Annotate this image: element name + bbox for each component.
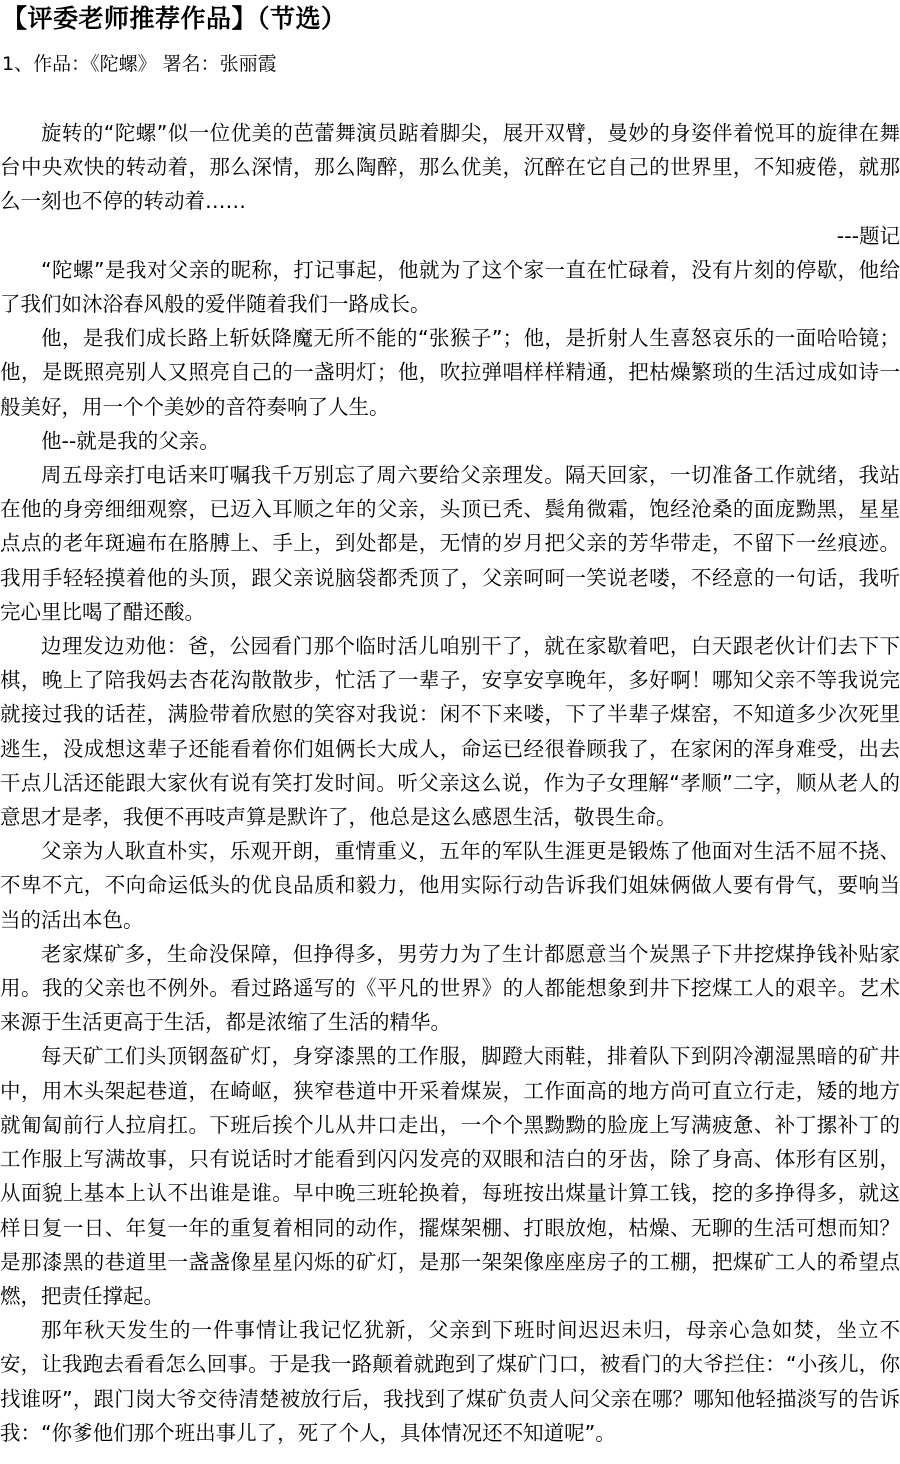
epigraph-signature: ---题记 (836, 223, 900, 248)
body-paragraph: 那年秋天发生的一件事情让我记忆犹新，父亲到下班时间迟迟未归，母亲心急如焚，坐立不安，让我跑去看看怎么回事。于是我一路颠着就跑到了煤矿门口，被看门的大爷拦住：“小孩儿，你找谁呀”，跟门岗大爷交待清楚被放行后，我找到了煤矿负责人问父亲在哪？哪知他轻描淡写的告诉我：“你爹他们那个班出事儿了，死了个人，具体情况还不知道呢”。 (0, 1318, 900, 1445)
entry-info: 1、作品：《陀螺》 署名：张丽霞 (2, 53, 277, 75)
body-paragraph: 边理发边劝他：爸，公园看门那个临时活儿咱别干了，就在家歇着吧，白天跟老伙计们去下下棋，晚上了陪我妈去杏花沟散散步，忙活了一辈子，安享安享晚年，多好啊！哪知父亲不等我说完就接过我的话茬，满脸带着欣慰的笑容对我说：闲不下来喽，下了半辈子煤窑，不知道多少次死里逃生，没成想这辈子还能看着你们姐俩长大成人，命运已经很眷顾我了，在家闲的浑身难受，出去干点儿活还能跟大家伙有说有笑打发时间。听父亲这么说，作为子女理解“孝顺”二字，顺从老人的意思才是孝，我便不再吱声算是默许了，他总是这么感恩生活，敬畏生命。 (0, 634, 900, 830)
body-paragraph: 老家煤矿多，生命没保障，但挣得多，男劳力为了生计都愿意当个炭黑子下井挖煤挣钱补贴家用。我的父亲也不例外。看过路遥写的《平凡的世界》的人都能想象到井下挖煤工人的艰辛。艺术来源于生活更高于生活，都是浓缩了生活的精华。 (0, 941, 900, 1035)
body-paragraph: 周五母亲打电话来叮嘱我千万别忘了周六要给父亲理发。隔天回家，一切准备工作就绪，我站在他的身旁细细观察，已迈入耳顺之年的父亲，头顶已秃、鬓角微霜，饱经沧桑的面庞黝黑，星星点点的老年斑遍布在胳膊上、手上，到处都是，无情的岁月把父亲的芳华带走，不留下一丝痕迹。我用手轻轻摸着他的头顶，跟父亲说脑袋都秃顶了，父亲呵呵一笑说老喽，不经意的一句话，我听完心里比喝了醋还酸。 (0, 463, 900, 624)
body-paragraph: 父亲为人耿直朴实，乐观开朗，重情重义，五年的军队生涯更是锻炼了他面对生活不屈不挠、不卑不亢，不向命运低头的优良品质和毅力，他用实际行动告诉我们姐妹俩做人要有骨气，要响当当的活出本色。 (0, 839, 900, 932)
epigraph-paragraph: 旋转的“陀螺”似一位优美的芭蕾舞演员踮着脚尖，展开双臂，曼妙的身姿伴着悦耳的旋律在舞台中央欢快的转动着，那么深情，那么陶醉，那么优美，沉醉在它自己的世界里，不知疲倦，就那么一刻也不停的转动着…… (0, 121, 900, 214)
body-paragraph: 每天矿工们头顶钢盔矿灯，身穿漆黑的工作服，脚蹬大雨鞋，排着队下到阴冷潮湿黑暗的矿井中，用木头架起巷道，在崎岖，狭窄巷道中开采着煤炭，工作面高的地方尚可直立行走，矮的地方就匍匐前行人拉肩扛。下班后挨个儿从井口走出，一个个黑黝黝的脸庞上写满疲惫、补丁摞补丁的工作服上写满故事，只有说话时才能看到闪闪发亮的双眼和洁白的牙齿，除了身高、体形有区别，从面貌上基本上认不出谁是谁。早中晚三班轮换着，每班按出煤量计算工钱，挖的多挣得多，就这样日复一日、年复一年的重复着相同的动作，擺煤架棚、打眼放炮，枯燥、无聊的生活可想而知？是那漆黑的巷道里一盏盏像星星闪烁的矿灯，是那一架架像座座房子的工棚，把煤矿工人的希望点燃，把责任撑起。 (0, 1044, 900, 1308)
page-title: 【评委老师推荐作品】（节选） (2, 4, 347, 33)
body-paragraph: 他--就是我的父亲。 (41, 428, 220, 453)
body-paragraph: 他，是我们成长路上斩妖降魔无所不能的“张猴子”；他，是折射人生喜怒哀乐的一面哈哈镜；他，是既照亮别人又照亮自己的一盏明灯；他，吹拉弹唱样样精通，把枯燥繁琐的生活过成如诗一般美好，用一个个美妙的音符奏响了人生。 (0, 326, 900, 419)
body-paragraph: “陀螺”是我对父亲的昵称，打记事起，他就为了这个家一直在忙碌着，没有片刻的停歇，他给了我们如沐浴春风般的爱伴随着我们一路成长。 (0, 257, 900, 317)
article-body (0, 116, 900, 1450)
